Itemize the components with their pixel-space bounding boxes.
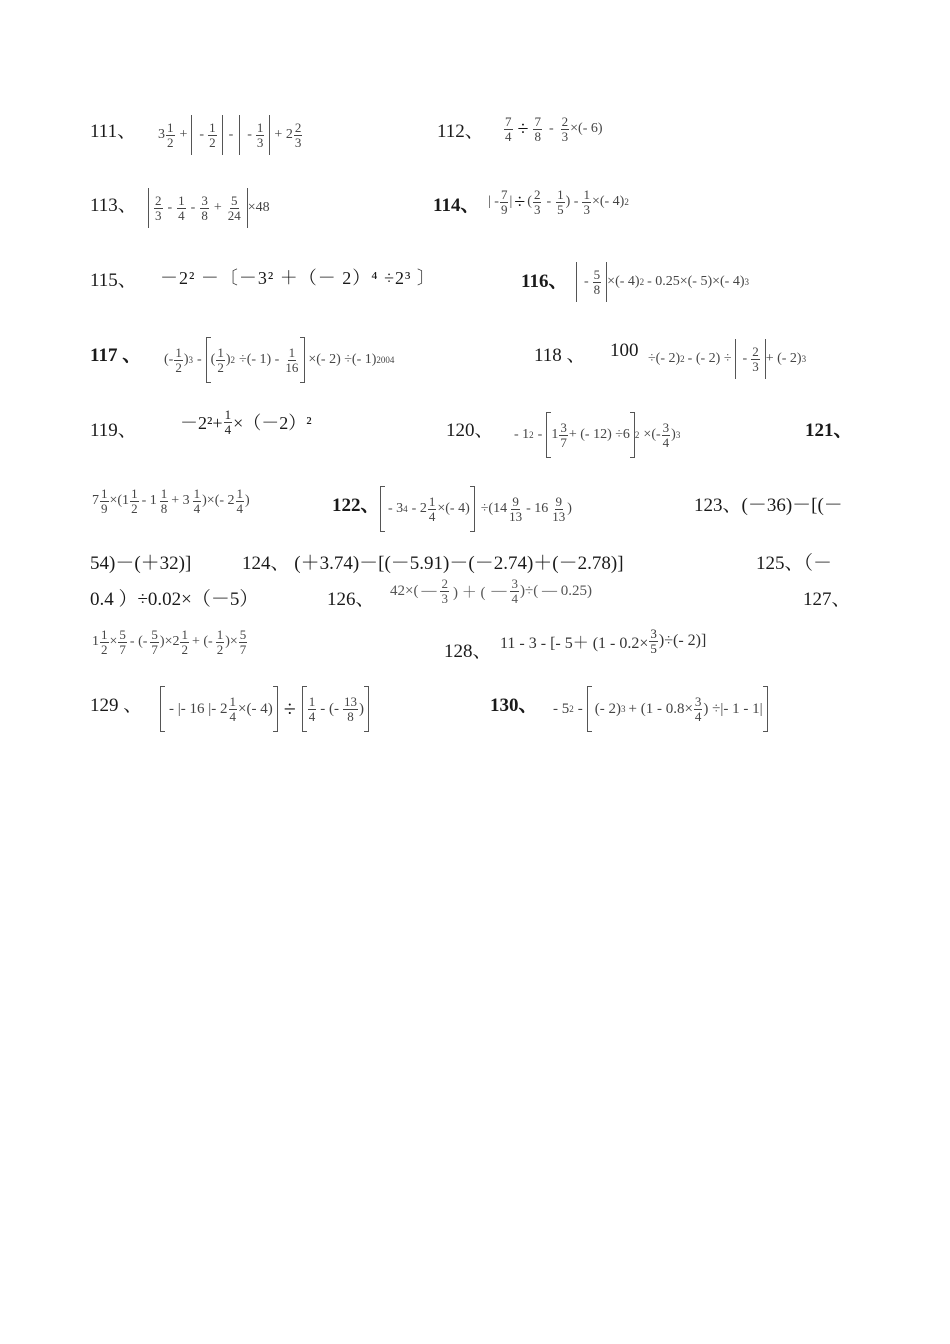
divide-sign: ÷ (514, 190, 526, 213)
exponent: 2 (634, 430, 640, 440)
denominator: 16 (285, 359, 299, 375)
problem-115-label: 115、 (90, 270, 137, 291)
denominator: 2 (181, 641, 188, 657)
denominator: 8 (534, 128, 541, 144)
denominator: 4 (178, 207, 185, 223)
denominator: 7 (151, 641, 158, 657)
fraction (504, 115, 513, 143)
fraction (160, 487, 169, 515)
problem-121-expression (92, 487, 250, 515)
numerator: 1 (193, 486, 201, 501)
numerator: 1 (216, 627, 224, 642)
term: 11 - 3 - [- 5＋ (1 - 0.2× (500, 634, 649, 652)
denominator: 7 (119, 641, 126, 657)
operator: - (548, 121, 554, 137)
term: - 1 (514, 427, 530, 442)
numerator: 1 (178, 192, 185, 208)
problem-126-expression (390, 577, 592, 605)
numerator: 1 (131, 486, 138, 501)
term: －2²+ (180, 413, 223, 434)
denominator: 3 (155, 207, 162, 223)
term: ) - (565, 194, 579, 210)
term: ×（－2）² (233, 413, 312, 434)
numerator: 9 (512, 493, 519, 509)
fraction (200, 194, 209, 222)
fraction (229, 695, 238, 723)
term: ) (225, 352, 231, 367)
numerator: 3 (511, 576, 518, 591)
problem-120-expression (514, 412, 680, 458)
denominator: 7 (239, 641, 247, 657)
fraction (227, 194, 242, 222)
term: | - (488, 194, 499, 210)
fraction (440, 577, 449, 605)
paren-left (148, 188, 153, 228)
term: ) (671, 427, 676, 442)
problem-125-part1: 125、（－ (756, 553, 833, 574)
numerator: 1 (167, 119, 174, 135)
problem-114-expression (488, 188, 629, 216)
numerator: 5 (231, 192, 238, 208)
term: (- 2) (594, 700, 621, 717)
fraction (649, 627, 658, 655)
abs-bar-left (191, 115, 196, 155)
term: )× (225, 634, 238, 650)
fraction (561, 115, 570, 143)
term: ÷(- 1) - (239, 352, 280, 367)
operator: - (537, 427, 543, 442)
numerator: 3 (662, 419, 670, 435)
term: ×(- (643, 427, 661, 442)
problem-111-expression (158, 115, 303, 155)
denominator: 3 (752, 358, 759, 374)
term: 1 (92, 634, 99, 650)
exponent: 2 (639, 277, 645, 287)
denominator: 8 (201, 207, 208, 223)
term: (- (164, 352, 174, 367)
term: ) (183, 352, 189, 367)
term: - (- (320, 700, 340, 717)
denominator: 2 (209, 134, 216, 150)
denominator: 4 (193, 500, 201, 516)
fraction (559, 421, 568, 449)
denominator: 4 (511, 590, 518, 606)
fraction (130, 487, 139, 515)
fraction (556, 188, 565, 216)
term: + (- 2) (765, 351, 802, 366)
bracket-right (763, 686, 768, 732)
operator: - (546, 194, 552, 210)
numerator: 1 (583, 187, 590, 202)
numerator: 1 (557, 187, 564, 202)
term: ×(- 6) (570, 121, 603, 137)
fraction (662, 421, 671, 449)
fraction (150, 628, 159, 656)
numerator: 1 (256, 119, 264, 135)
fraction (154, 194, 163, 222)
exponent: 2 (569, 704, 574, 714)
problem-130-label: 130、 (490, 695, 538, 716)
fraction (216, 628, 225, 656)
term: — (421, 582, 437, 599)
denominator: 3 (441, 590, 448, 606)
problem-124-expression: 124、 (＋3.74)－[(－5.91)－(－2.74)＋(－2.78)] (242, 553, 624, 574)
denominator: 4 (224, 421, 232, 437)
numerator: 1 (236, 486, 244, 501)
denominator: 4 (428, 508, 436, 524)
denominator: 2 (217, 359, 224, 375)
numerator: 3 (694, 693, 702, 709)
term: - (- (129, 634, 148, 650)
denominator: 5 (557, 201, 564, 217)
problem-116-expression (576, 262, 749, 302)
term: - (- 2) ÷ (687, 351, 732, 366)
problem-127-expression (92, 628, 248, 656)
exponent: 3 (675, 430, 681, 440)
term: )×2 (159, 634, 180, 650)
fraction (533, 188, 542, 216)
term: ) ÷|- 1 - 1| (703, 700, 763, 717)
bracket-right (364, 686, 369, 732)
fraction (166, 121, 175, 149)
denominator: 2 (131, 500, 138, 516)
denominator: 2 (216, 641, 224, 657)
numerator: 1 (217, 344, 224, 360)
problem-122-label: 122、 (332, 495, 380, 516)
exponent: 3 (621, 704, 626, 714)
abs-bar-left (735, 339, 740, 379)
problem-129-expression (160, 686, 369, 732)
bracket-right (273, 686, 278, 732)
fraction (100, 628, 109, 656)
term: - 1 (141, 493, 157, 509)
operator: - (584, 274, 589, 289)
problem-122-expression (380, 486, 572, 532)
denominator: 8 (160, 500, 168, 516)
numerator: 1 (181, 627, 188, 642)
operator: + (213, 200, 222, 215)
fraction (582, 188, 591, 216)
fraction (216, 346, 225, 374)
numerator: 1 (209, 119, 216, 135)
divide-sign: ÷ (283, 696, 296, 721)
fraction (343, 695, 358, 723)
denominator: 4 (694, 708, 702, 724)
exponent: 2 (529, 430, 534, 440)
operator: - (199, 127, 205, 142)
problem-113-expression (148, 188, 270, 228)
term: ×(- 4) (437, 501, 470, 516)
denominator: 8 (593, 281, 601, 297)
term: + 2 (274, 127, 293, 142)
fraction (256, 121, 265, 149)
term: ( (210, 352, 216, 367)
numerator: 3 (650, 626, 657, 641)
term: - 16 (526, 501, 549, 516)
fraction (224, 408, 233, 436)
problem-123-part1: 123、(－36)－[(－ (694, 495, 843, 516)
term: )÷( — 0.25) (519, 582, 592, 599)
term: 42×( (390, 582, 419, 599)
term: ) (245, 493, 250, 509)
problem-118-expression (648, 339, 806, 379)
numerator: 1 (160, 486, 168, 501)
fraction (508, 495, 523, 523)
numerator: 1 (101, 627, 108, 642)
fraction (694, 695, 703, 723)
term: ( (527, 194, 532, 210)
term: - 3 (388, 501, 404, 516)
numerator: 1 (288, 344, 296, 360)
term: 1 (551, 427, 559, 442)
paren-left (576, 262, 581, 302)
numerator: 1 (229, 693, 236, 709)
numerator: 2 (561, 114, 569, 129)
fraction (294, 121, 303, 149)
denominator: 4 (229, 708, 236, 724)
fraction (551, 495, 566, 523)
abs-bar-right (265, 115, 270, 155)
term: ) (567, 501, 572, 516)
numerator: 3 (560, 419, 567, 435)
fraction (100, 487, 109, 515)
exponent: 2 (680, 354, 685, 364)
denominator: 2 (101, 641, 108, 657)
denominator: 2 (167, 134, 174, 150)
exponent: 3 (801, 354, 807, 364)
denominator: 2 (175, 359, 182, 375)
fraction (500, 188, 509, 216)
operator: - (228, 127, 234, 142)
exponent: 2 (624, 197, 629, 208)
term: ) (359, 700, 365, 717)
fraction (428, 495, 437, 523)
denominator: 8 (347, 708, 354, 724)
problem-125-part2: 0.4 ）÷0.02×（－5） (90, 589, 259, 610)
problem-121-label: 121、 (805, 420, 853, 441)
operator: - (190, 200, 196, 215)
bracket-left (380, 486, 385, 532)
term: )×(- 2 (202, 493, 235, 509)
operator: - (577, 700, 583, 717)
bracket-right (300, 337, 305, 383)
fraction (533, 115, 542, 143)
term: — (491, 582, 507, 599)
problem-117-label: 117 、 (90, 345, 142, 366)
exponent: 3 (188, 355, 193, 365)
numerator: 9 (555, 493, 563, 509)
operator: + (179, 127, 188, 142)
problem-112-label: 112、 (437, 121, 484, 142)
term: ×(- 4) (607, 274, 640, 289)
bracket-left (302, 686, 307, 732)
problem-130-expression (553, 686, 768, 732)
exponent: 2 (230, 355, 236, 365)
fraction (751, 345, 760, 373)
term: )÷(- 2)] (658, 632, 707, 650)
denominator: 3 (561, 128, 569, 144)
numerator: 2 (533, 187, 541, 202)
numerator: 5 (593, 266, 601, 282)
numerator: 1 (175, 344, 182, 360)
problem-119-expression (180, 408, 312, 436)
problem-118-term: 100 (610, 340, 639, 361)
bracket-right (470, 486, 475, 532)
numerator: 5 (151, 627, 158, 642)
fraction (174, 346, 183, 374)
numerator: 1 (308, 693, 316, 709)
term: + (1 - 0.8× (628, 700, 693, 717)
operator: - (742, 351, 748, 366)
problem-111-label: 111、 (90, 121, 137, 142)
numerator: 1 (224, 407, 232, 422)
divide-sign: ÷ (517, 117, 529, 140)
fraction (118, 628, 127, 656)
fraction (284, 346, 299, 374)
denominator: 4 (236, 500, 244, 516)
term: ×48 (247, 200, 270, 215)
denominator: 3 (533, 201, 541, 217)
problem-128-expression (500, 627, 706, 655)
problem-120-label: 120、 (446, 420, 494, 441)
problem-115-expression: －2² －〔－3² ＋（－ 2）⁴ ÷2³ 〕 (160, 268, 436, 288)
term: + (- (191, 634, 213, 650)
operator: - (167, 200, 173, 215)
term: + 3 (171, 493, 190, 509)
denominator: 13 (552, 508, 566, 524)
denominator: 4 (505, 128, 512, 144)
problem-129-label: 129 、 (90, 695, 143, 716)
numerator: 2 (294, 119, 302, 135)
problem-117-expression (164, 337, 394, 383)
denominator: 4 (308, 708, 316, 724)
operator: - (197, 352, 202, 367)
abs-bar-right (218, 115, 223, 155)
numerator: 5 (119, 627, 126, 642)
term: - 5 (553, 700, 570, 717)
problem-112-expression (503, 115, 603, 143)
problem-116-label: 116、 (521, 271, 568, 292)
fraction (180, 628, 189, 656)
abs-bar: | (509, 194, 513, 210)
denominator: 3 (256, 134, 264, 150)
term: ×(- 4) (591, 194, 625, 210)
numerator: 5 (239, 627, 247, 642)
problem-118-label: 118 、 (534, 345, 586, 366)
problem-126-label: 126、 (327, 589, 375, 610)
term: ×(1 (109, 493, 130, 509)
term: + (- 12) ÷6 (568, 427, 630, 442)
numerator: 7 (534, 114, 541, 129)
exponent: 4 (403, 504, 408, 514)
numerator: 1 (101, 486, 108, 501)
fraction (193, 487, 202, 515)
problem-123-part2: 54)－(＋32)] (90, 553, 192, 574)
fraction (308, 695, 317, 723)
exponent: 3 (744, 277, 749, 287)
operator: - (247, 127, 252, 142)
term: × (109, 634, 118, 650)
term: 3 (158, 127, 165, 142)
numerator: 2 (155, 192, 162, 208)
fraction (593, 268, 602, 296)
denominator: 24 (227, 207, 241, 223)
denominator: 3 (583, 201, 590, 217)
numerator: 13 (344, 693, 358, 709)
problem-113-label: 113、 (90, 195, 137, 216)
problem-119-label: 119、 (90, 420, 137, 441)
term: ÷(- 2) (648, 351, 681, 366)
numerator: 1 (428, 493, 436, 509)
denominator: 3 (294, 134, 302, 150)
bracket-left (587, 686, 592, 732)
denominator: 9 (101, 500, 108, 516)
numerator: 2 (441, 576, 448, 591)
denominator: 9 (500, 201, 508, 217)
abs-bar-left (239, 115, 244, 155)
exponent: 2004 (376, 355, 395, 365)
fraction (177, 194, 186, 222)
fraction (510, 577, 519, 605)
denominator: 4 (662, 434, 670, 450)
denominator: 5 (650, 640, 657, 656)
problem-128-label: 128、 (444, 641, 492, 662)
numerator: 7 (505, 114, 512, 129)
denominator: 7 (560, 434, 567, 450)
problem-127-label: 127、 (803, 589, 851, 610)
bracket-left (160, 686, 165, 732)
problem-114-label: 114、 (433, 195, 480, 216)
term: ×(- 4) (238, 700, 273, 717)
term: ) ＋ ( (452, 584, 486, 601)
term: - 2 (411, 501, 427, 516)
fraction (208, 121, 217, 149)
numerator: 3 (201, 192, 208, 208)
fraction (236, 487, 245, 515)
term: ×(- 2) ÷(- 1) (308, 352, 377, 367)
numerator: 2 (752, 343, 759, 359)
term: - |- 16 |- 2 (169, 700, 228, 717)
denominator: 13 (509, 508, 523, 524)
term: 7 (92, 493, 99, 509)
numerator: 7 (500, 187, 508, 202)
term: ÷(14 (480, 501, 508, 516)
fraction (239, 628, 248, 656)
term: - 0.25×(- 5)×(- 4) (647, 274, 745, 289)
